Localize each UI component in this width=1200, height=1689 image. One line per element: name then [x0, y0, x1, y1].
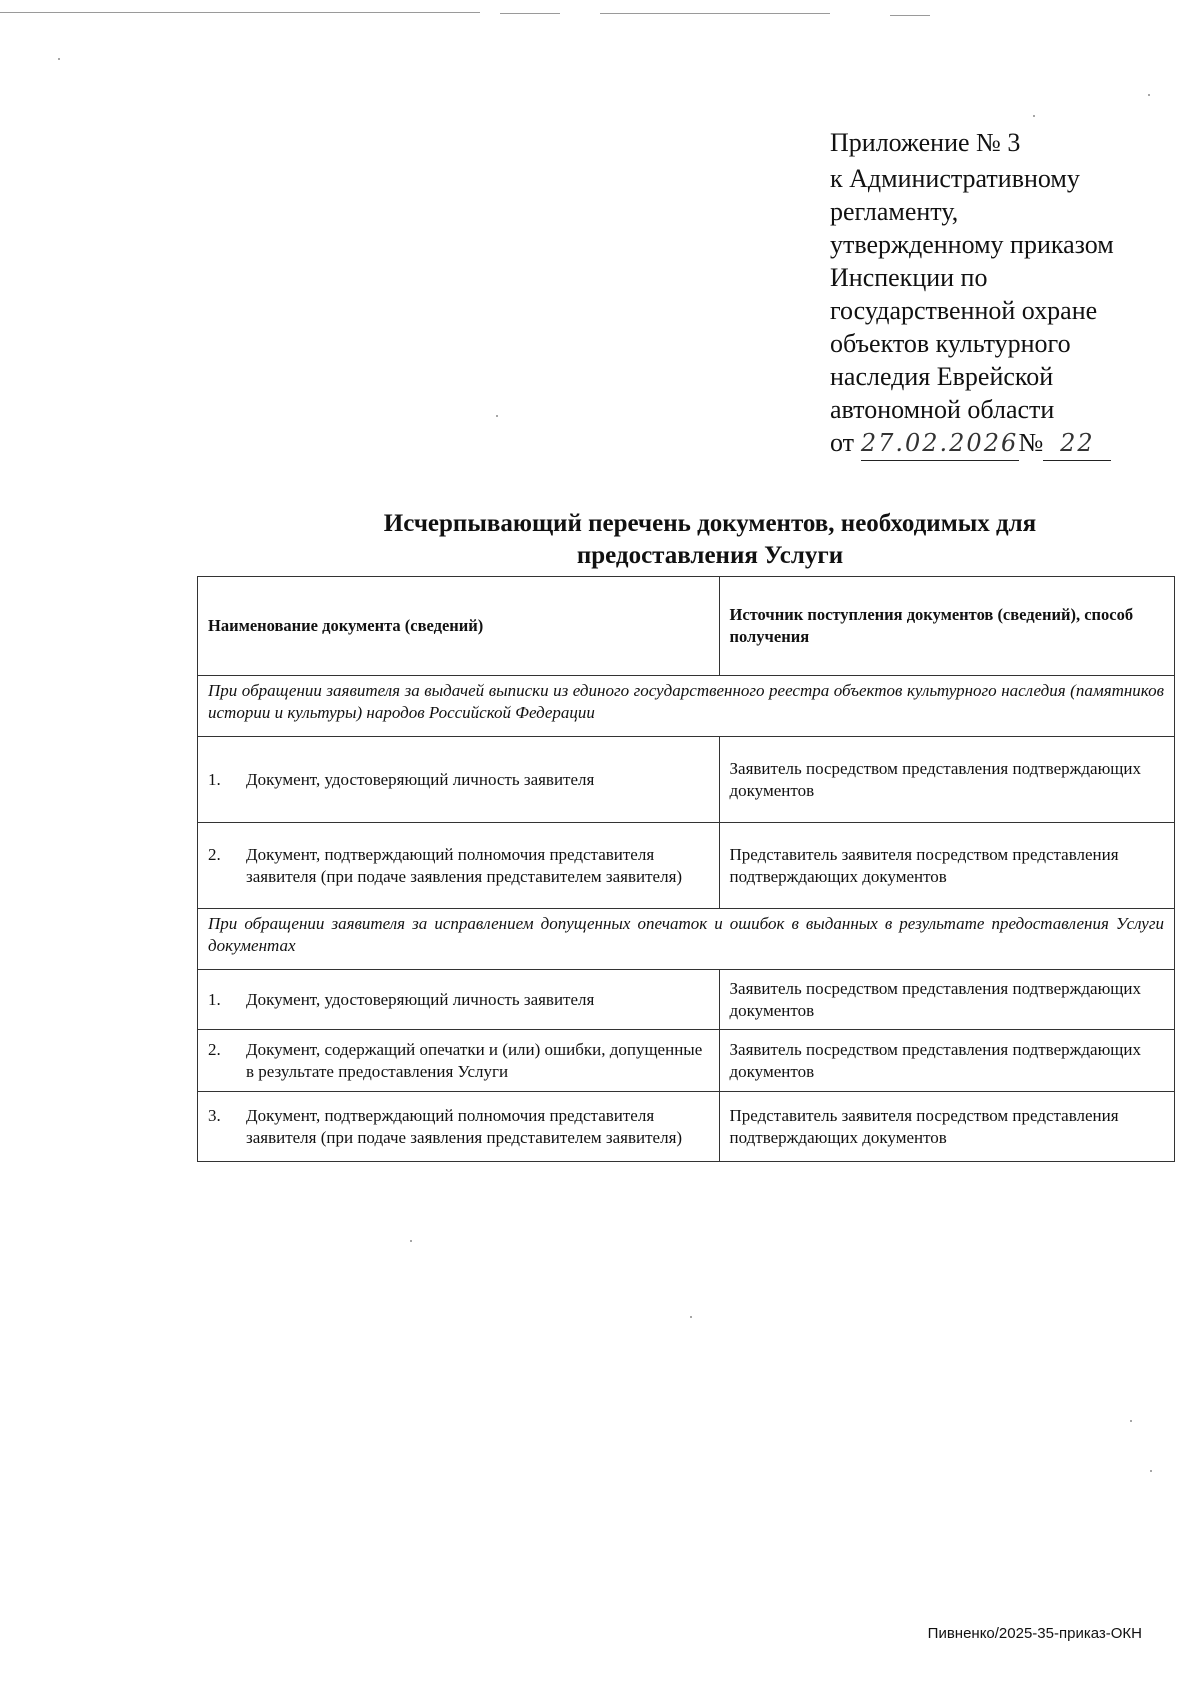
title-line-2: предоставления Услуги — [576, 542, 844, 569]
source-cell: Представитель заявителя посредством представления подтверждающих документов — [719, 1092, 1174, 1162]
source-cell: Заявитель посредством представления подтверждающих документов — [719, 1030, 1174, 1092]
document-cell — [198, 737, 720, 823]
table-row — [198, 737, 1175, 823]
appendix-line: Приложение № 3 — [830, 128, 1021, 157]
document-cell — [198, 1030, 720, 1092]
scan-speck — [1150, 1470, 1152, 1472]
source-cell: Заявитель посредством представления подтверждающих документов — [719, 737, 1174, 823]
section-row — [198, 909, 1175, 970]
scan-speck — [410, 1240, 412, 1242]
row-number: 1. — [208, 989, 221, 1009]
source-cell: Заявитель посредством представления подтверждающих документов — [719, 970, 1174, 1030]
appendix-header — [830, 126, 1160, 461]
source-cell: Представитель заявителя посредством представления подтверждающих документов — [719, 823, 1174, 909]
scan-edge-line — [600, 13, 830, 14]
row-number: 2. — [208, 844, 221, 864]
scan-edge-line — [500, 13, 560, 14]
documents-table — [197, 576, 1175, 1162]
appendix-line: Инспекции по — [830, 263, 988, 292]
document-text: Документ, подтверждающий полномочия представителя заявителя (при подаче заявления представителем заявителя) — [246, 844, 683, 886]
document-cell — [198, 970, 720, 1030]
appendix-line: к Административному — [830, 164, 1080, 193]
document-text: Документ, подтверждающий полномочия представителя заявителя (при подаче заявления представителем заявителя) — [246, 1105, 683, 1147]
scan-edge-line — [890, 15, 930, 16]
scan-speck — [496, 415, 498, 417]
scan-speck — [1130, 1420, 1132, 1422]
appendix-line: объектов культурного — [830, 329, 1071, 358]
footer-reference: Пивненко/2025-35-приказ-ОКН — [927, 1625, 1142, 1642]
scan-speck — [1148, 94, 1150, 96]
document-text: Документ, удостоверяющий личность заявителя — [246, 769, 595, 789]
appendix-line: регламенту, — [830, 197, 959, 226]
scan-speck — [690, 1316, 692, 1318]
section-row — [198, 676, 1175, 737]
section-caption: При обращении заявителя за выдачей выписки из единого государственного реестра объектов культурного наследия (памятников истории и культуры) народов Российской Федерации — [198, 676, 1175, 737]
document-text: Документ, содержащий опечатки и (или) ошибки, допущенные в результате предоставления Услуги — [246, 1039, 703, 1081]
handwritten-date: 27.02.2026 — [861, 427, 1019, 461]
row-number: 3. — [208, 1105, 221, 1125]
order-date-line — [830, 426, 1160, 461]
table-header-row — [198, 577, 1175, 676]
section-caption: При обращении заявителя за исправлением допущенных опечаток и ошибок в выданных в результате предоставления Услуги документах — [198, 909, 1175, 970]
appendix-line: автономной области — [830, 395, 1055, 424]
table-row — [198, 1092, 1175, 1162]
document-cell — [198, 1092, 720, 1162]
row-number: 1. — [208, 769, 221, 789]
document-cell — [198, 823, 720, 909]
table-row — [198, 1030, 1175, 1092]
appendix-line: наследия Еврейской — [830, 362, 1054, 391]
table-row — [198, 823, 1175, 909]
table-row — [198, 970, 1175, 1030]
header-source: Источник поступления документов (сведений), способ получения — [719, 577, 1174, 676]
appendix-line: государственной охране — [830, 296, 1098, 325]
handwritten-number: 22 — [1043, 427, 1111, 461]
scan-edge-line — [0, 12, 480, 13]
scan-speck — [1033, 115, 1035, 117]
date-prefix: от — [830, 428, 855, 457]
number-prefix: № — [1018, 428, 1044, 457]
title-line-1: Исчерпывающий перечень документов, необходимых для — [383, 510, 1037, 537]
appendix-line: утвержденному приказом — [830, 230, 1114, 259]
header-document-name: Наименование документа (сведений) — [198, 577, 720, 676]
row-number: 2. — [208, 1039, 221, 1059]
scan-speck — [58, 58, 60, 60]
document-text: Документ, удостоверяющий личность заявителя — [246, 989, 595, 1009]
document-title — [300, 508, 1120, 572]
